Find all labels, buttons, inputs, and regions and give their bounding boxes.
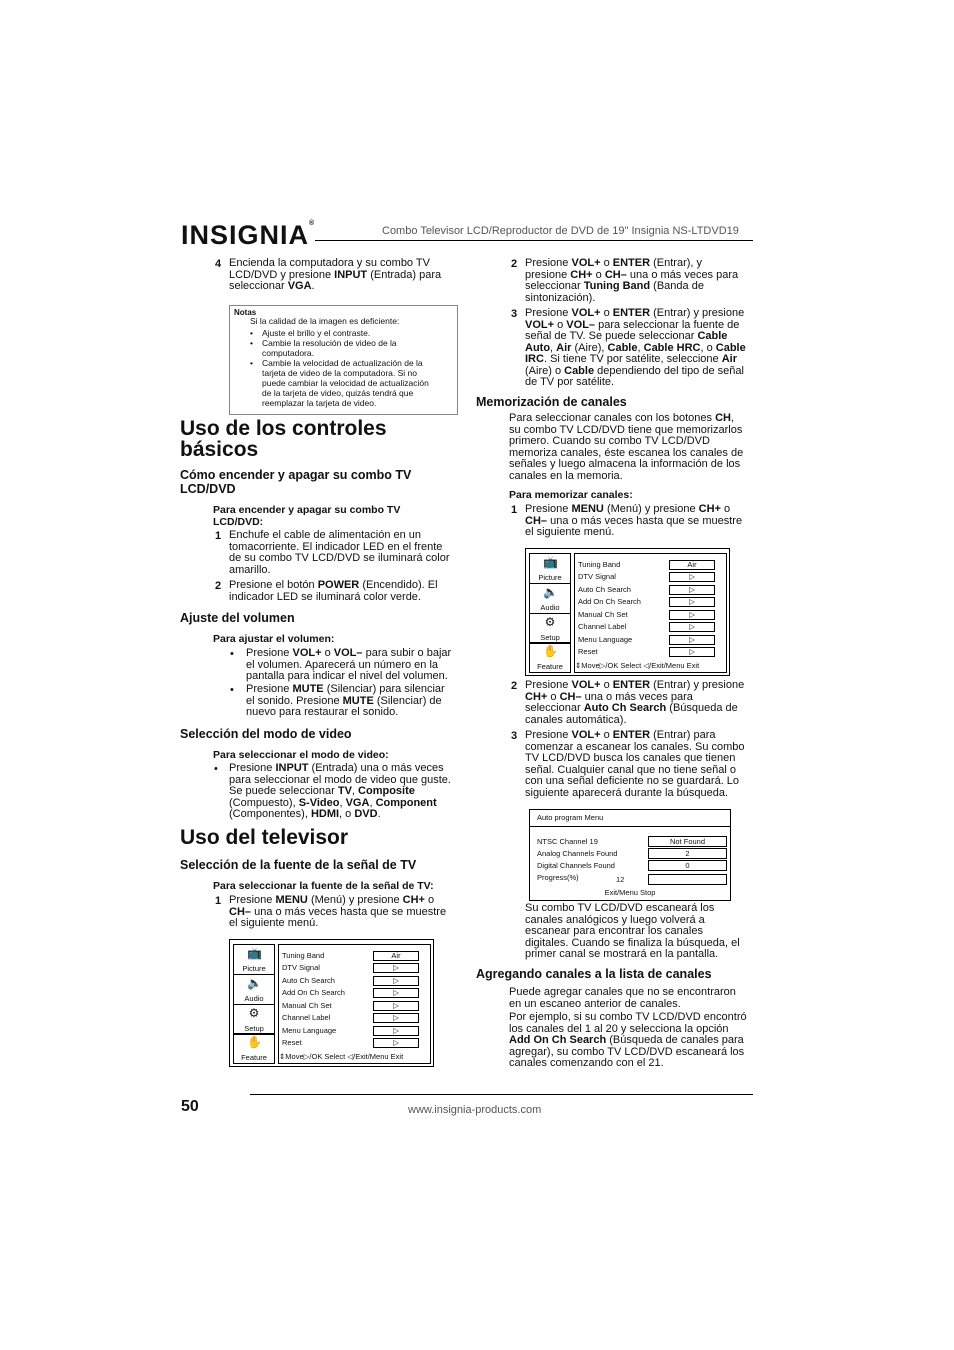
auto-program-menu <box>529 809 731 901</box>
arrow-icon: ▷ <box>669 647 715 657</box>
heading-source: Selección de la fuente de la señal de TV <box>180 858 417 872</box>
analog-channels-label: Analog Channels Found <box>537 849 618 858</box>
note-title: Notas <box>234 308 257 317</box>
arrow-icon: ▷ <box>669 622 715 632</box>
subheading-source: Para seleccionar la fuente de la señal de TV: <box>213 880 434 892</box>
memorize-step-3: Presione VOL+ o ENTER (Entrar) para comenzar a escanear los canales. Su combo TV LCD/DVD busca los canales que tienen señal. Cualquier canal que no tiene señal o con una señal deficiente no se guardará. Lo siguiente aparecerá durante la búsqueda. <box>525 729 745 799</box>
memorize-intro: Para seleccionar canales con los botones CH, su combo TV LCD/DVD tiene que memorizarlos primero. Cuando su combo TV LCD/DVD memoriza canales, éste escanea los canales de señales y luego almacena la información de los canales en la memoria. <box>509 412 744 482</box>
footer-rule <box>250 1094 753 1095</box>
menu-item: DTV Signal <box>578 572 616 581</box>
heading-video-mode: Selección del modo de video <box>180 727 352 741</box>
auto-menu-footer: Exit/Menu Stop <box>604 888 656 897</box>
step-number: 1 <box>511 504 518 516</box>
menu-item: Add On Ch Search <box>578 597 641 606</box>
add-channels-text: Puede agregar canales que no se encontraron en un escaneo anterior de canales. Por ejemplo, si su combo TV LCD/DVD encontró los canales del 1 al 20 y selecciona la opción Add On Ch Search (Búsqueda de canales para agregar), su combo TV LCD/DVD escaneará los canales comenzando con el 21. <box>509 986 747 1069</box>
tv-setup-menu-left <box>229 939 434 1067</box>
progress-fill <box>649 875 658 884</box>
heading-tv: Uso del televisor <box>180 826 349 849</box>
feature-icon: ✋ <box>543 644 558 658</box>
step-number: 1 <box>215 530 222 542</box>
speaker-icon: 🔈 <box>247 976 262 990</box>
arrow-icon: ▷ <box>669 635 715 645</box>
source-step-1: Presione MENU (Menú) y presione CH+ o CH– una o más veces hasta que se muestre el siguiente menú. <box>229 894 447 929</box>
subheading-memorize: Para memorizar canales: <box>509 489 633 501</box>
digital-channels-label: Digital Channels Found <box>537 861 615 870</box>
volume-bullet-2: Presione MUTE (Silenciar) para silenciar el sonido. Presione MUTE (Silenciar) de nuevo para restaurar el sonido. <box>246 683 445 718</box>
step-number: 3 <box>511 730 518 742</box>
arrow-icon: ▷ <box>373 988 419 998</box>
heading-volume: Ajuste del volumen <box>180 611 295 625</box>
memorize-step-1: Presione MENU (Menú) y presione CH+ o CH– una o más veces hasta que se muestre el siguiente menú. <box>525 503 743 538</box>
note-list: • Ajuste el brillo y el contraste. • Cambie la resolución de video de la computadora. • Cambie la velocidad de actualización de la tarjeta de video de la computadora. Si no puede cambiar la velocidad de actualización de la tarjeta de video, quizás tendrá que reemplazar la tarjeta de video. <box>250 328 429 408</box>
analog-channels-value: 2 <box>648 848 727 859</box>
progress-bar <box>648 874 727 885</box>
menu-item: Add On Ch Search <box>282 988 345 997</box>
progress-value: 12 <box>616 875 625 884</box>
speaker-icon: 🔈 <box>543 585 558 599</box>
menu-tab-audio: 🔈 Audio <box>529 583 571 614</box>
step-number: 1 <box>215 895 222 907</box>
arrow-icon: ▷ <box>373 976 419 986</box>
menu-tab-feature: ✋ Feature <box>233 1033 275 1064</box>
menu-tab-picture: 📺 Picture <box>529 553 571 584</box>
menu-item: Channel Label <box>578 622 627 631</box>
subheading-volume: Para ajustar el volumen: <box>213 633 335 645</box>
menu-item: Tuning Band <box>282 951 325 960</box>
arrow-icon: ▷ <box>373 1013 419 1023</box>
power-step-2: Presione el botón POWER (Encendido). El indicador LED se iluminará color verde. <box>229 579 438 603</box>
ntsc-channel-label: NTSC Channel 19 <box>537 837 598 846</box>
menu-item: Manual Ch Set <box>282 1001 332 1010</box>
menu-item: Tuning Band <box>578 560 621 569</box>
heading-controls: Uso de los controles básicos <box>180 417 387 461</box>
subheading-video-mode: Para seleccionar el modo de video: <box>213 749 389 761</box>
progress-label: Progress(%) <box>537 873 579 882</box>
subheading-power: Para encender y apagar su combo TV LCD/DVD: <box>213 504 401 528</box>
bullet: • <box>230 684 234 696</box>
setup-icon: ⚙ <box>544 615 556 629</box>
header-rule <box>315 240 753 241</box>
note-intro: Si la calidad de la imagen es deficiente: <box>250 316 400 326</box>
menu-footer: ⇕Move▷/OK Select ◁/Exit/Menu Exit <box>279 1052 404 1061</box>
source-step-3: Presione VOL+ o ENTER (Entrar) y presione VOL+ o VOL– para seleccionar la fuente de señal de TV. Se puede seleccionar Cable Auto, Air (Aire), Cable, Cable HRC, o Cable IRC. Si tiene TV por satélite, seleccione Air (Aire) o Cable dependiendo del tipo de señal de TV por satélite. <box>525 307 746 388</box>
page-number: 50 <box>181 1098 199 1115</box>
menu-footer: ⇕Move▷/OK Select ◁/Exit/Menu Exit <box>575 661 700 670</box>
step-number: 4 <box>215 258 222 270</box>
feature-icon: ✋ <box>247 1035 262 1049</box>
arrow-icon: ▷ <box>373 1001 419 1011</box>
menu-tab-setup: ⚙ Setup <box>233 1004 275 1035</box>
heading-power: Cómo encender y apagar su combo TV LCD/DVD <box>180 468 412 496</box>
arrow-icon: ▷ <box>669 610 715 620</box>
tuning-band-value: Air <box>669 560 715 570</box>
step-4-text: Encienda la computadora y su combo TV LCD/DVD y presione INPUT (Entrada) para seleccionar VGA. <box>229 257 442 292</box>
menu-item: Channel Label <box>282 1013 331 1022</box>
step-number: 2 <box>215 580 222 592</box>
menu-item: DTV Signal <box>282 963 320 972</box>
menu-item: Menu Language <box>578 635 633 644</box>
power-step-1: Enchufe el cable de alimentación en un tomacorriente. El indicador LED en el frente de su combo TV LCD/DVD se iluminará color amarillo. <box>229 529 450 576</box>
tv-setup-menu-right <box>525 548 730 676</box>
menu-item: Menu Language <box>282 1026 337 1035</box>
video-mode-text: Presione INPUT (Entrada) una o más veces para seleccionar el modo de video que guste. Se puede seleccionar TV, Composite (Compuesto), S-Video, VGA, Component (Componentes), HDMI, o DVD. <box>229 762 451 820</box>
step-number: 3 <box>511 308 518 320</box>
volume-bullet-1: Presione VOL+ o VOL– para subir o bajar el volumen. Aparecerá un número en la pantalla para indicar el nivel del volumen. <box>246 647 452 682</box>
menu-tab-feature: ✋ Feature <box>529 642 571 673</box>
digital-channels-value: 0 <box>648 860 727 871</box>
menu-item: Reset <box>282 1038 302 1047</box>
header-title: Combo Televisor LCD/Reproductor de DVD de 19" Insignia NS-LTDVD19 <box>382 225 739 237</box>
menu-item: Auto Ch Search <box>578 585 631 594</box>
menu-item: Manual Ch Set <box>578 610 628 619</box>
menu-tab-setup: ⚙ Setup <box>529 613 571 644</box>
arrow-icon: ▷ <box>373 963 419 973</box>
menu-tab-audio: 🔈 Audio <box>233 974 275 1005</box>
heading-add-channels: Agregando canales a la lista de canales <box>476 967 712 981</box>
bullet: • <box>230 648 234 660</box>
scan-description: Su combo TV LCD/DVD escaneará los canales analógicos y luego volverá a escanear para encontrar los canales digitales. Cuando se finaliza la búsqueda, el primer canal se mostrará en la pantalla. <box>525 902 740 960</box>
arrow-icon: ▷ <box>669 572 715 582</box>
heading-memorize: Memorización de canales <box>476 395 627 409</box>
ntsc-channel-value: Not Found <box>648 836 727 847</box>
arrow-icon: ▷ <box>669 585 715 595</box>
menu-tab-picture: 📺 Picture <box>233 944 275 975</box>
arrow-icon: ▷ <box>669 597 715 607</box>
brand-logo: INSIGNIA® <box>181 220 316 250</box>
auto-menu-title: Auto program Menu <box>537 813 604 822</box>
setup-icon: ⚙ <box>248 1006 260 1020</box>
tv-icon: 📺 <box>543 555 558 569</box>
tuning-band-value: Air <box>373 951 419 961</box>
bullet: • <box>214 763 218 775</box>
source-step-2: Presione VOL+ o ENTER (Entrar), y presione CH+ o CH– una o más veces para seleccionar Tuning Band (Banda de sintonización). <box>525 257 739 304</box>
arrow-icon: ▷ <box>373 1026 419 1036</box>
step-number: 2 <box>511 680 518 692</box>
menu-item: Reset <box>578 647 598 656</box>
arrow-icon: ▷ <box>373 1038 419 1048</box>
memorize-step-2: Presione VOL+ o ENTER (Entrar) y presione CH+ o CH– una o más veces para seleccionar Auto Ch Search (Búsqueda de canales automática). <box>525 679 745 726</box>
step-number: 2 <box>511 258 518 270</box>
tv-icon: 📺 <box>247 946 262 960</box>
footer-url[interactable]: www.insignia-products.com <box>408 1104 542 1116</box>
menu-item: Auto Ch Search <box>282 976 335 985</box>
